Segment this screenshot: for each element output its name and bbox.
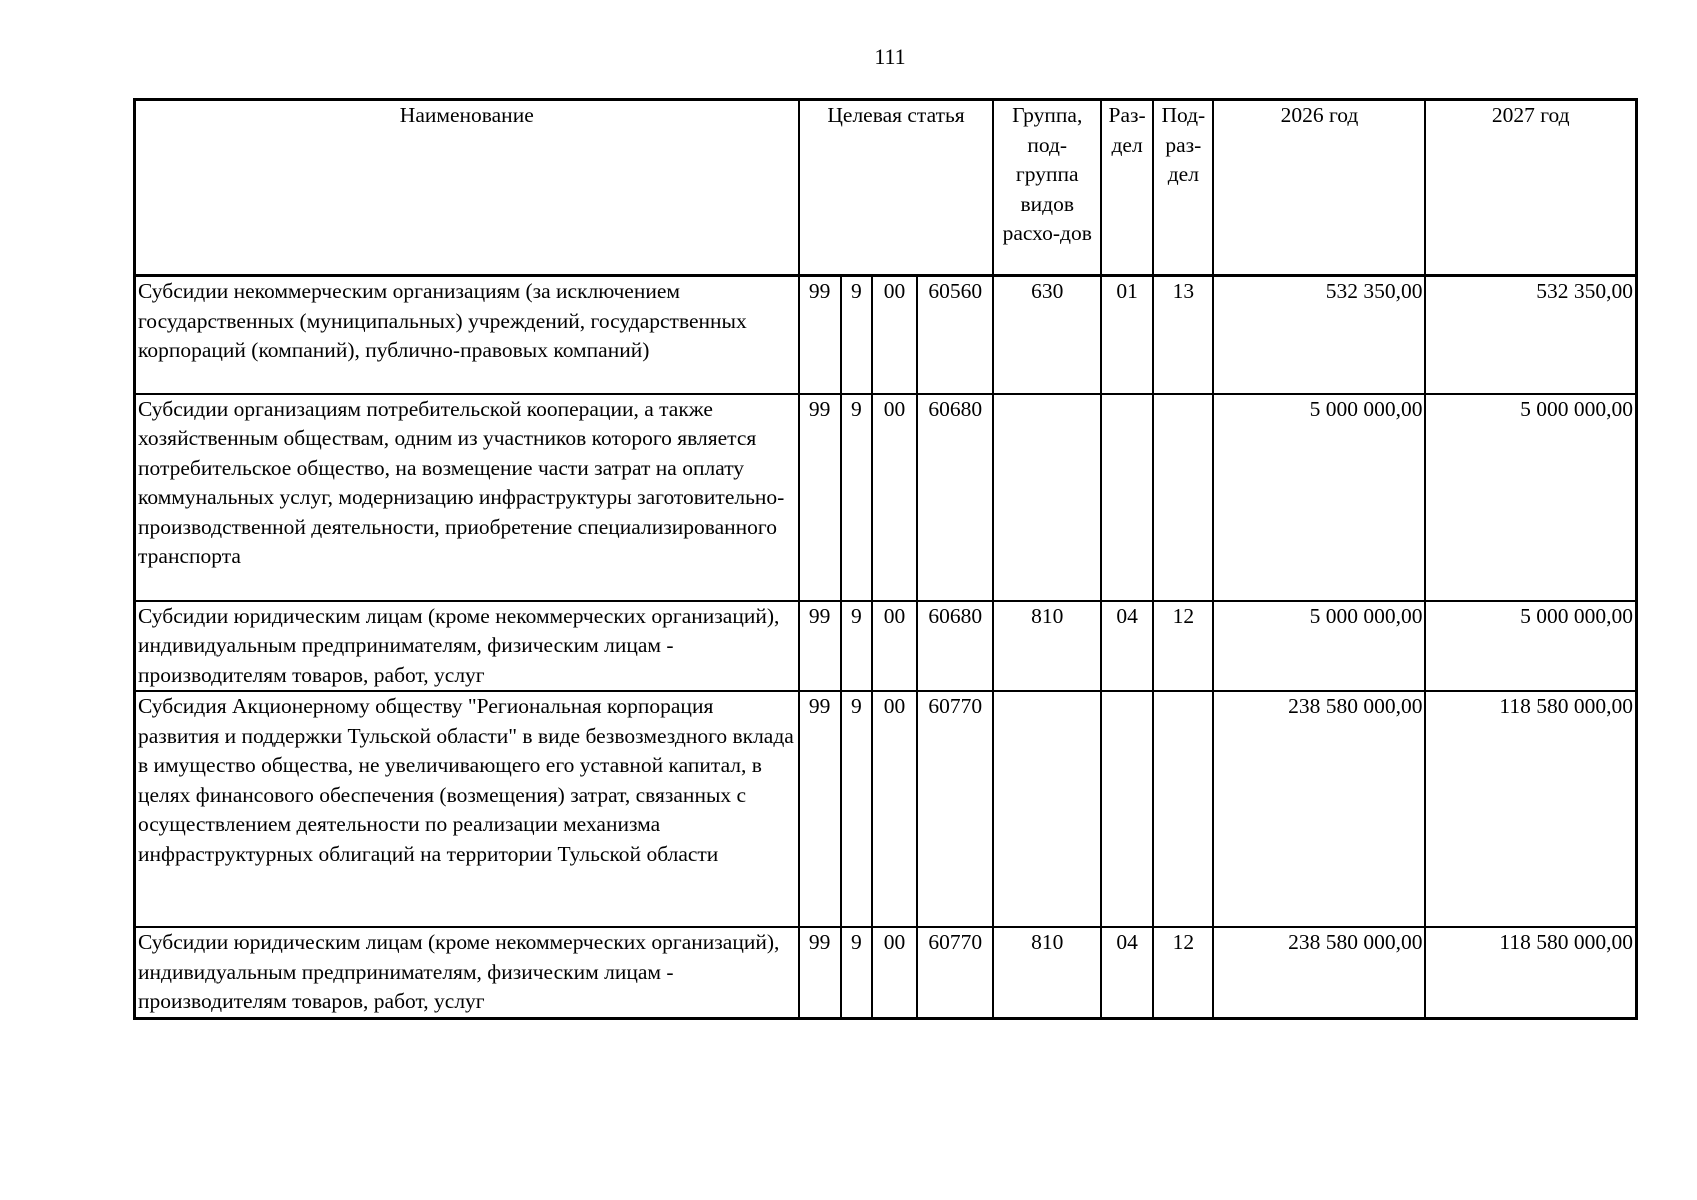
target-article-part-2: 9 bbox=[841, 927, 872, 1018]
header-section: Раз-дел bbox=[1101, 100, 1153, 276]
header-group: Группа, под-группа видов расхо-дов bbox=[993, 100, 1100, 276]
expense-group: 810 bbox=[993, 601, 1100, 692]
section-code bbox=[1101, 691, 1153, 927]
subsection-code: 12 bbox=[1153, 601, 1213, 692]
target-article-part-1: 99 bbox=[799, 601, 841, 692]
target-article-part-4: 60680 bbox=[917, 601, 993, 692]
section-code: 04 bbox=[1101, 927, 1153, 1018]
header-name: Наименование bbox=[135, 100, 799, 276]
subsection-code bbox=[1153, 691, 1213, 927]
row-name: Субсидии юридическим лицам (кроме некоммерческих организаций), индивидуальным предпринимателям, физическим лицам - производителям товаров, работ, услуг bbox=[135, 927, 799, 1018]
table-row bbox=[135, 394, 1637, 601]
amount-2026: 5 000 000,00 bbox=[1213, 601, 1425, 692]
table-row bbox=[135, 276, 1637, 394]
target-article-part-4: 60770 bbox=[917, 691, 993, 927]
amount-2027: 118 580 000,00 bbox=[1425, 927, 1636, 1018]
amount-2026: 532 350,00 bbox=[1213, 276, 1425, 394]
table-row bbox=[135, 601, 1637, 692]
expense-group bbox=[993, 691, 1100, 927]
expense-group: 810 bbox=[993, 927, 1100, 1018]
amount-2026: 238 580 000,00 bbox=[1213, 927, 1425, 1018]
header-target-article: Целевая статья bbox=[799, 100, 994, 276]
subsection-code: 12 bbox=[1153, 927, 1213, 1018]
subsection-code bbox=[1153, 394, 1213, 601]
header-subsection: Под-раз-дел bbox=[1153, 100, 1213, 276]
target-article-part-3: 00 bbox=[872, 276, 917, 394]
expense-group: 630 bbox=[993, 276, 1100, 394]
table-header-row bbox=[135, 100, 1637, 276]
target-article-part-3: 00 bbox=[872, 394, 917, 601]
target-article-part-1: 99 bbox=[799, 276, 841, 394]
amount-2026: 5 000 000,00 bbox=[1213, 394, 1425, 601]
section-code bbox=[1101, 394, 1153, 601]
amount-2027: 5 000 000,00 bbox=[1425, 601, 1636, 692]
amount-2026: 238 580 000,00 bbox=[1213, 691, 1425, 927]
target-article-part-2: 9 bbox=[841, 601, 872, 692]
header-year-2026: 2026 год bbox=[1213, 100, 1425, 276]
target-article-part-1: 99 bbox=[799, 927, 841, 1018]
row-name: Субсидии юридическим лицам (кроме некоммерческих организаций), индивидуальным предпринимателям, физическим лицам - производителям товаров, работ, услуг bbox=[135, 601, 799, 692]
row-name: Субсидии организациям потребительской кооперации, а также хозяйственным обществам, одним из участников которого является потребительское общество, на возмещение части затрат на оплату коммунальных услуг, модернизацию инфраструктуры заготовительно-производственной деятельности, приобретение специализированного транспорта bbox=[135, 394, 799, 601]
target-article-part-4: 60680 bbox=[917, 394, 993, 601]
target-article-part-4: 60560 bbox=[917, 276, 993, 394]
expense-group bbox=[993, 394, 1100, 601]
target-article-part-1: 99 bbox=[799, 394, 841, 601]
target-article-part-3: 00 bbox=[872, 927, 917, 1018]
page-number: 111 bbox=[874, 44, 906, 69]
amount-2027: 532 350,00 bbox=[1425, 276, 1636, 394]
target-article-part-2: 9 bbox=[841, 276, 872, 394]
target-article-part-2: 9 bbox=[841, 394, 872, 601]
row-name: Субсидия Акционерному обществу "Региональная корпорация развития и поддержки Тульской области" в виде безвозмездного вклада в имущество общества, не увеличивающего его уставной капитал, в целях финансового обеспечения (возмещения) затрат, связанных с осуществлением деятельности по реализации механизма инфраструктурных облигаций на территории Тульской области bbox=[135, 691, 799, 927]
section-code: 01 bbox=[1101, 276, 1153, 394]
subsection-code: 13 bbox=[1153, 276, 1213, 394]
table-row bbox=[135, 927, 1637, 1018]
target-article-part-4: 60770 bbox=[917, 927, 993, 1018]
header-year-2027: 2027 год bbox=[1425, 100, 1636, 276]
target-article-part-3: 00 bbox=[872, 691, 917, 927]
section-code: 04 bbox=[1101, 601, 1153, 692]
target-article-part-2: 9 bbox=[841, 691, 872, 927]
amount-2027: 5 000 000,00 bbox=[1425, 394, 1636, 601]
row-name: Субсидии некоммерческим организациям (за исключением государственных (муниципальных) учреждений, государственных корпораций (компаний), публично-правовых компаний) bbox=[135, 276, 799, 394]
target-article-part-1: 99 bbox=[799, 691, 841, 927]
target-article-part-3: 00 bbox=[872, 601, 917, 692]
table-row bbox=[135, 691, 1637, 927]
budget-table bbox=[133, 98, 1638, 1020]
amount-2027: 118 580 000,00 bbox=[1425, 691, 1636, 927]
